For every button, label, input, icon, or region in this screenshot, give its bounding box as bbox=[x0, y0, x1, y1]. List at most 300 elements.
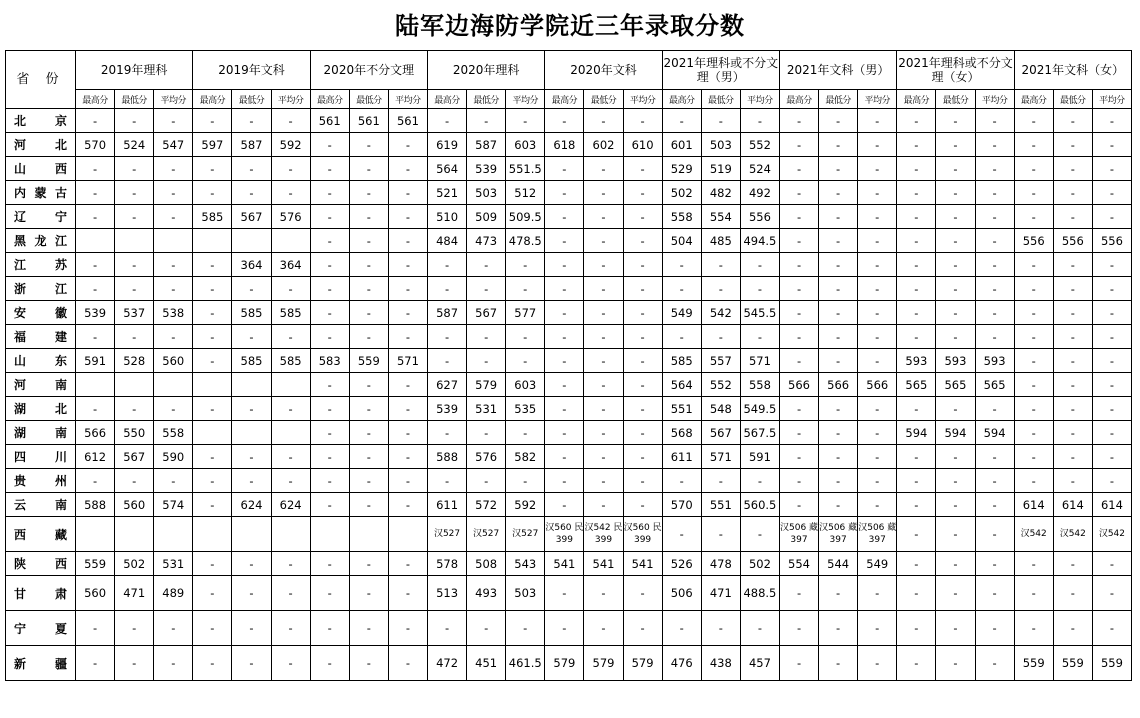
score-cell: 579 bbox=[467, 373, 506, 397]
subheader-cell: 最高分 bbox=[427, 90, 466, 109]
score-cell: 461.5 bbox=[506, 646, 545, 681]
score-cell: 542 bbox=[701, 301, 740, 325]
score-cell: - bbox=[584, 576, 623, 611]
score-cell: - bbox=[584, 181, 623, 205]
score-cell: 572 bbox=[467, 493, 506, 517]
score-cell: - bbox=[1014, 576, 1053, 611]
subheader-cell: 平均分 bbox=[388, 90, 427, 109]
score-cell: 汉506 藏397 bbox=[858, 517, 897, 552]
subheader-cell: 平均分 bbox=[154, 90, 193, 109]
score-cell: 544 bbox=[819, 552, 858, 576]
table-row bbox=[6, 157, 1132, 181]
score-cell: 588 bbox=[427, 445, 466, 469]
score-cell: - bbox=[1053, 576, 1092, 611]
score-cell: 591 bbox=[76, 349, 115, 373]
score-cell: - bbox=[975, 576, 1014, 611]
score-cell: - bbox=[545, 205, 584, 229]
score-cell: - bbox=[975, 157, 1014, 181]
score-cell: 457 bbox=[740, 646, 779, 681]
score-cell: - bbox=[310, 611, 349, 646]
score-cell: - bbox=[427, 349, 466, 373]
score-cell: - bbox=[819, 277, 858, 301]
subheader-cell: 平均分 bbox=[506, 90, 545, 109]
subheader-cell: 最低分 bbox=[584, 90, 623, 109]
group-header: 2020年理科 bbox=[427, 51, 544, 90]
score-cell: 570 bbox=[76, 133, 115, 157]
score-cell: - bbox=[740, 325, 779, 349]
score-cell: - bbox=[545, 181, 584, 205]
score-cell: - bbox=[76, 469, 115, 493]
table-row bbox=[6, 469, 1132, 493]
score-cell: - bbox=[819, 445, 858, 469]
province-cell: 安 徽 bbox=[6, 301, 76, 325]
score-cell: 471 bbox=[115, 576, 154, 611]
score-cell: - bbox=[936, 493, 975, 517]
score-cell: - bbox=[1092, 552, 1131, 576]
score-cell: - bbox=[858, 277, 897, 301]
score-cell: 汉506 藏397 bbox=[779, 517, 818, 552]
score-cell: 551.5 bbox=[506, 157, 545, 181]
score-cell: - bbox=[858, 576, 897, 611]
score-cell bbox=[193, 517, 232, 552]
score-cell: - bbox=[897, 277, 936, 301]
score-cell: - bbox=[115, 253, 154, 277]
score-cell: 364 bbox=[271, 253, 310, 277]
score-cell: - bbox=[388, 469, 427, 493]
score-cell: - bbox=[897, 109, 936, 133]
score-cell: - bbox=[584, 277, 623, 301]
score-cell: 614 bbox=[1053, 493, 1092, 517]
score-cell: 559 bbox=[1092, 646, 1131, 681]
province-cell: 云 南 bbox=[6, 493, 76, 517]
score-cell: - bbox=[1053, 277, 1092, 301]
score-cell: - bbox=[1014, 277, 1053, 301]
score-cell: - bbox=[623, 229, 662, 253]
score-cell bbox=[154, 373, 193, 397]
score-cell: - bbox=[232, 552, 271, 576]
score-cell: - bbox=[623, 325, 662, 349]
score-cell: - bbox=[975, 253, 1014, 277]
score-cell: - bbox=[271, 611, 310, 646]
score-cell: - bbox=[858, 397, 897, 421]
score-cell: 587 bbox=[427, 301, 466, 325]
score-cell: 578 bbox=[427, 552, 466, 576]
score-cell: - bbox=[388, 493, 427, 517]
score-cell: 489 bbox=[154, 576, 193, 611]
score-cell: - bbox=[584, 445, 623, 469]
score-cell: 545.5 bbox=[740, 301, 779, 325]
score-cell: 565 bbox=[936, 373, 975, 397]
score-cell: - bbox=[858, 421, 897, 445]
score-cell: 603 bbox=[506, 133, 545, 157]
score-cell: - bbox=[897, 205, 936, 229]
score-cell: - bbox=[154, 157, 193, 181]
score-cell: 564 bbox=[427, 157, 466, 181]
score-cell: - bbox=[1092, 181, 1131, 205]
score-cell: 451 bbox=[467, 646, 506, 681]
score-cell: 559 bbox=[76, 552, 115, 576]
score-cell: 565 bbox=[897, 373, 936, 397]
score-cell: - bbox=[310, 469, 349, 493]
score-cell: 585 bbox=[662, 349, 701, 373]
score-cell: 504 bbox=[662, 229, 701, 253]
score-cell: - bbox=[115, 109, 154, 133]
score-cell: - bbox=[467, 349, 506, 373]
score-cell: - bbox=[232, 277, 271, 301]
score-cell: 571 bbox=[740, 349, 779, 373]
score-cell: - bbox=[975, 205, 1014, 229]
score-cell: - bbox=[349, 181, 388, 205]
score-cell: - bbox=[349, 373, 388, 397]
score-cell: 547 bbox=[154, 133, 193, 157]
score-cell: - bbox=[975, 611, 1014, 646]
score-cell: - bbox=[193, 349, 232, 373]
score-cell: - bbox=[467, 325, 506, 349]
score-cell: - bbox=[701, 517, 740, 552]
score-cell: - bbox=[584, 349, 623, 373]
score-cell: - bbox=[897, 229, 936, 253]
score-cell: - bbox=[1014, 205, 1053, 229]
score-cell: 574 bbox=[154, 493, 193, 517]
score-cell: - bbox=[819, 133, 858, 157]
score-cell: 502 bbox=[662, 181, 701, 205]
score-cell: - bbox=[858, 229, 897, 253]
table-row bbox=[6, 421, 1132, 445]
score-cell: - bbox=[232, 445, 271, 469]
score-cell: 492 bbox=[740, 181, 779, 205]
score-cell: - bbox=[819, 205, 858, 229]
score-cell: - bbox=[975, 277, 1014, 301]
score-cell: 601 bbox=[662, 133, 701, 157]
score-cell: - bbox=[1092, 445, 1131, 469]
score-cell: - bbox=[388, 325, 427, 349]
score-cell: 510 bbox=[427, 205, 466, 229]
score-cell: - bbox=[779, 277, 818, 301]
score-cell: 585 bbox=[271, 349, 310, 373]
subheader-cell: 最高分 bbox=[545, 90, 584, 109]
score-cell: 619 bbox=[427, 133, 466, 157]
score-cell: 556 bbox=[1092, 229, 1131, 253]
score-cell: - bbox=[1014, 397, 1053, 421]
score-cell: 594 bbox=[975, 421, 1014, 445]
score-cell: 汉560 民399 bbox=[545, 517, 584, 552]
score-cell: - bbox=[858, 181, 897, 205]
score-cell: - bbox=[858, 133, 897, 157]
score-cell: - bbox=[975, 493, 1014, 517]
score-cell: 611 bbox=[662, 445, 701, 469]
score-cell: 503 bbox=[701, 133, 740, 157]
score-cell: - bbox=[662, 325, 701, 349]
score-cell: - bbox=[740, 277, 779, 301]
score-cell: - bbox=[506, 325, 545, 349]
score-cell: - bbox=[779, 493, 818, 517]
score-cell: 552 bbox=[740, 133, 779, 157]
table-row bbox=[6, 493, 1132, 517]
score-cell: - bbox=[310, 421, 349, 445]
score-cell: - bbox=[545, 469, 584, 493]
score-cell: 554 bbox=[779, 552, 818, 576]
page-title: 陆军边海防学院近三年录取分数 bbox=[395, 11, 745, 40]
score-cell bbox=[193, 421, 232, 445]
score-cell: - bbox=[936, 253, 975, 277]
score-cell: - bbox=[936, 181, 975, 205]
score-cell: - bbox=[349, 229, 388, 253]
score-cell: - bbox=[193, 611, 232, 646]
province-cell: 江 苏 bbox=[6, 253, 76, 277]
score-cell: - bbox=[271, 277, 310, 301]
score-cell: - bbox=[1053, 253, 1092, 277]
score-cell: - bbox=[1014, 611, 1053, 646]
score-cell: 汉560 民399 bbox=[623, 517, 662, 552]
score-cell: - bbox=[193, 397, 232, 421]
score-cell: - bbox=[154, 469, 193, 493]
score-cell: 588 bbox=[76, 493, 115, 517]
score-cell: 471 bbox=[701, 576, 740, 611]
score-cell: - bbox=[271, 325, 310, 349]
score-cell: 554 bbox=[701, 205, 740, 229]
score-cell: - bbox=[662, 253, 701, 277]
score-cell: - bbox=[545, 576, 584, 611]
score-cell: - bbox=[193, 493, 232, 517]
score-cell: 529 bbox=[662, 157, 701, 181]
score-cell bbox=[232, 517, 271, 552]
score-cell: 571 bbox=[388, 349, 427, 373]
score-cell: - bbox=[193, 469, 232, 493]
score-cell: - bbox=[467, 277, 506, 301]
score-cell: 541 bbox=[623, 552, 662, 576]
score-cell: 476 bbox=[662, 646, 701, 681]
score-cell: 482 bbox=[701, 181, 740, 205]
score-cell: - bbox=[388, 552, 427, 576]
score-cell: 559 bbox=[349, 349, 388, 373]
score-cell: - bbox=[975, 109, 1014, 133]
subheader-cell: 平均分 bbox=[623, 90, 662, 109]
score-cell: - bbox=[193, 157, 232, 181]
province-cell: 内蒙古 bbox=[6, 181, 76, 205]
score-cell: - bbox=[1014, 373, 1053, 397]
score-cell: - bbox=[310, 229, 349, 253]
score-cell: - bbox=[271, 397, 310, 421]
score-cell: - bbox=[310, 646, 349, 681]
score-cell: - bbox=[897, 157, 936, 181]
province-cell: 山 西 bbox=[6, 157, 76, 181]
score-cell: - bbox=[1014, 253, 1053, 277]
score-cell: - bbox=[975, 552, 1014, 576]
score-cell: - bbox=[388, 373, 427, 397]
subheader-row bbox=[6, 90, 1132, 109]
score-cell: - bbox=[427, 611, 466, 646]
score-cell bbox=[232, 229, 271, 253]
table-row bbox=[6, 611, 1132, 646]
score-cell: - bbox=[115, 205, 154, 229]
score-cell: - bbox=[193, 109, 232, 133]
score-cell: - bbox=[310, 133, 349, 157]
score-cell: - bbox=[975, 445, 1014, 469]
score-cell: - bbox=[779, 421, 818, 445]
score-cell: - bbox=[740, 517, 779, 552]
score-cell: - bbox=[1053, 133, 1092, 157]
score-cell: - bbox=[1053, 421, 1092, 445]
score-cell: - bbox=[310, 301, 349, 325]
score-cell: 524 bbox=[115, 133, 154, 157]
score-cell: - bbox=[388, 253, 427, 277]
score-cell bbox=[115, 229, 154, 253]
score-cell: 汉542 民399 bbox=[584, 517, 623, 552]
score-cell: - bbox=[1053, 301, 1092, 325]
score-cell: - bbox=[271, 469, 310, 493]
score-cell: - bbox=[388, 421, 427, 445]
province-cell: 湖 北 bbox=[6, 397, 76, 421]
score-cell: - bbox=[154, 325, 193, 349]
group-header-row bbox=[6, 51, 1132, 90]
score-cell: - bbox=[779, 133, 818, 157]
score-cell: - bbox=[193, 325, 232, 349]
score-cell: - bbox=[858, 469, 897, 493]
score-cell: 624 bbox=[271, 493, 310, 517]
table-row bbox=[6, 325, 1132, 349]
score-cell: - bbox=[115, 157, 154, 181]
score-cell: - bbox=[271, 109, 310, 133]
score-cell: 579 bbox=[545, 646, 584, 681]
score-cell: - bbox=[623, 349, 662, 373]
score-cell: 585 bbox=[232, 301, 271, 325]
province-cell: 陕 西 bbox=[6, 552, 76, 576]
score-cell: - bbox=[779, 157, 818, 181]
score-cell: 汉527 bbox=[427, 517, 466, 552]
province-cell: 福 建 bbox=[6, 325, 76, 349]
score-cell: - bbox=[545, 397, 584, 421]
score-cell: 汉542 bbox=[1092, 517, 1131, 552]
score-cell: 602 bbox=[584, 133, 623, 157]
score-cell: - bbox=[193, 301, 232, 325]
score-cell: - bbox=[349, 133, 388, 157]
score-cell: 576 bbox=[271, 205, 310, 229]
score-cell: - bbox=[1014, 301, 1053, 325]
score-cell: - bbox=[193, 646, 232, 681]
score-cell: - bbox=[819, 253, 858, 277]
score-cell: 559 bbox=[1053, 646, 1092, 681]
score-cell: - bbox=[193, 277, 232, 301]
score-cell: - bbox=[858, 301, 897, 325]
score-cell: - bbox=[779, 205, 818, 229]
score-cell: - bbox=[584, 253, 623, 277]
score-cell: 566 bbox=[76, 421, 115, 445]
score-cell: - bbox=[388, 397, 427, 421]
score-cell: - bbox=[506, 421, 545, 445]
score-cell: - bbox=[115, 277, 154, 301]
subheader-cell: 最低分 bbox=[1053, 90, 1092, 109]
score-cell: - bbox=[819, 469, 858, 493]
score-cell: - bbox=[897, 325, 936, 349]
score-cell: 565 bbox=[975, 373, 1014, 397]
score-cell: 531 bbox=[154, 552, 193, 576]
score-cell: - bbox=[584, 397, 623, 421]
group-header: 2021年文科（女） bbox=[1014, 51, 1131, 90]
score-cell: - bbox=[819, 397, 858, 421]
score-cell bbox=[115, 517, 154, 552]
score-cell: 543 bbox=[506, 552, 545, 576]
score-cell: - bbox=[388, 229, 427, 253]
province-cell: 湖 南 bbox=[6, 421, 76, 445]
score-cell: - bbox=[193, 445, 232, 469]
score-cell: - bbox=[310, 205, 349, 229]
score-cell: - bbox=[349, 611, 388, 646]
subheader-cell: 最低分 bbox=[819, 90, 858, 109]
score-cell: - bbox=[76, 611, 115, 646]
score-cell: 593 bbox=[975, 349, 1014, 373]
score-cell: - bbox=[467, 469, 506, 493]
subheader-cell: 最高分 bbox=[897, 90, 936, 109]
score-cell: 509 bbox=[467, 205, 506, 229]
score-cell: - bbox=[427, 325, 466, 349]
table-row bbox=[6, 552, 1132, 576]
province-cell: 浙 江 bbox=[6, 277, 76, 301]
score-cell: 438 bbox=[701, 646, 740, 681]
score-cell: - bbox=[76, 325, 115, 349]
score-cell: 478 bbox=[701, 552, 740, 576]
score-cell: 614 bbox=[1092, 493, 1131, 517]
score-cell: - bbox=[701, 611, 740, 646]
score-cell: - bbox=[584, 205, 623, 229]
score-cell: - bbox=[819, 576, 858, 611]
score-cell: - bbox=[310, 493, 349, 517]
score-cell: - bbox=[388, 205, 427, 229]
score-cell: - bbox=[427, 469, 466, 493]
score-cell: - bbox=[349, 253, 388, 277]
score-cell: - bbox=[1092, 349, 1131, 373]
score-cell: 539 bbox=[76, 301, 115, 325]
score-cell: - bbox=[858, 253, 897, 277]
score-cell: 594 bbox=[897, 421, 936, 445]
score-cell: 567.5 bbox=[740, 421, 779, 445]
subheader-cell: 平均分 bbox=[858, 90, 897, 109]
score-cell: - bbox=[819, 646, 858, 681]
score-cell: - bbox=[1014, 133, 1053, 157]
score-cell: - bbox=[623, 493, 662, 517]
score-cell: - bbox=[623, 445, 662, 469]
score-cell: - bbox=[897, 646, 936, 681]
score-cell: - bbox=[623, 421, 662, 445]
score-cell: - bbox=[1092, 373, 1131, 397]
table-row bbox=[6, 349, 1132, 373]
score-cell: 567 bbox=[232, 205, 271, 229]
score-cell: 538 bbox=[154, 301, 193, 325]
score-cell: 587 bbox=[467, 133, 506, 157]
score-cell bbox=[310, 517, 349, 552]
score-cell: - bbox=[154, 397, 193, 421]
score-cell: 汉542 bbox=[1053, 517, 1092, 552]
score-cell: - bbox=[701, 277, 740, 301]
subheader-cell: 最高分 bbox=[1014, 90, 1053, 109]
score-cell: 560 bbox=[76, 576, 115, 611]
score-cell: 568 bbox=[662, 421, 701, 445]
score-cell: - bbox=[701, 109, 740, 133]
score-cell: - bbox=[779, 229, 818, 253]
score-cell: - bbox=[388, 445, 427, 469]
group-header: 2021年理科或不分文理（男） bbox=[662, 51, 779, 90]
score-cell: - bbox=[154, 277, 193, 301]
score-cell: 610 bbox=[623, 133, 662, 157]
score-cell bbox=[232, 373, 271, 397]
score-cell: 503 bbox=[506, 576, 545, 611]
score-cell: - bbox=[232, 397, 271, 421]
score-cell: - bbox=[858, 157, 897, 181]
score-cell: - bbox=[76, 109, 115, 133]
score-cell: 587 bbox=[232, 133, 271, 157]
score-cell: - bbox=[1053, 157, 1092, 181]
score-cell: - bbox=[115, 469, 154, 493]
score-cell: - bbox=[1053, 397, 1092, 421]
